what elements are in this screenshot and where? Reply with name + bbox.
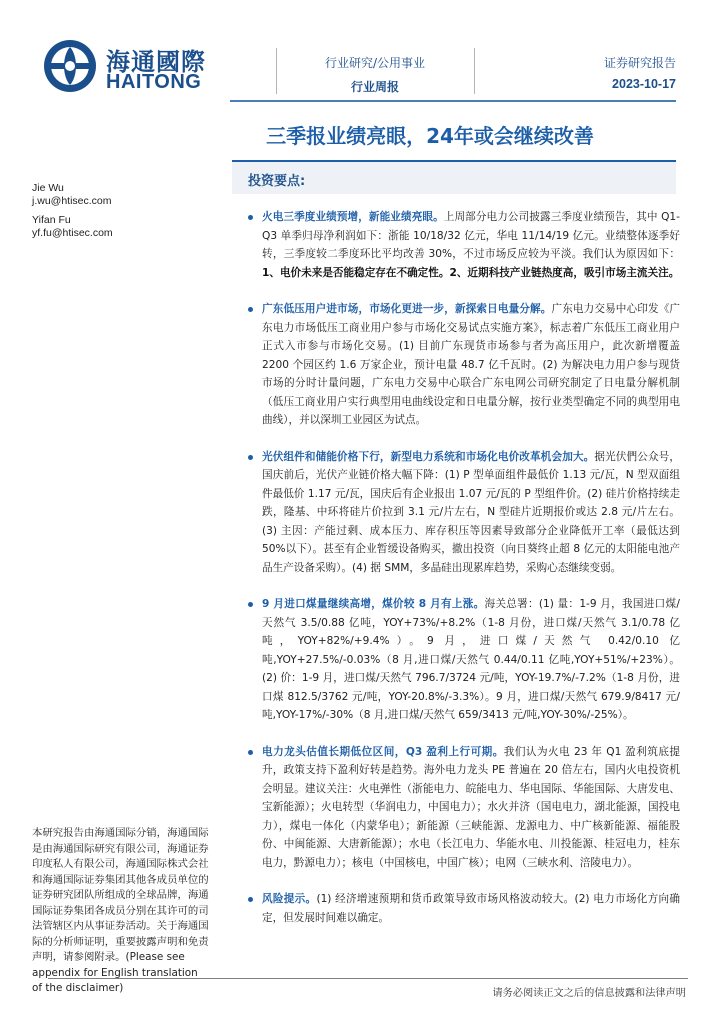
highlight-text: 我们认为火电 23 年 Q1 盈利筑底提升，政策支持下盈利好转是趋势。海外电力龙头 PE 普遍在 20 倍左右，国内火电投资机会明显。建议关注：火电弹性（浙能电力、皖能电力、华电国际、华能国际、大唐发电、宝新能源）；火电转型（华润电力，中国电力）；水火并济（国电电力，湖北能源，国投电力），煤电一体化（内蒙华电）；新能源（三峡能源、龙源电力、中广核新能源、福能股份、中闽能源、大唐新能源）；水电（长江电力、华能水电、川投能源、桂冠电力，桂东电力，黔源电力）；核电（中国核电，中国广核）；电网（三峡水利、涪陵电力）。 bbox=[262, 745, 680, 869]
author-email[interactable]: yf.fu@htisec.com bbox=[32, 227, 113, 239]
highlight-heading: 风险提示。 bbox=[262, 893, 317, 905]
highlight-heading: 电力龙头估值长期低位区间，Q3 盈利上行可期。 bbox=[262, 745, 504, 758]
highlight-text: 据光伏們公众号，国庆前后，光伏产业链价格大幅下降：(1) P 型单面组件最低价 1.13 元/瓦，N 型双面组件最低价 1.17 元/瓦，国庆后有企业报出 1.07 元/瓦的 P 型组件价。(2) 硅片价格持续走跌，隆基、中环将硅片价拉到 3.1 元/片左右，N 型硅片近期报价或达 2.8 元/片左右。(3) 主因：产能过剩、成本压力、库存积压等因素导致部分企业降低开工率（最低达到 50%以下）。甚至有企业暂缓设备购买，撤出投资（向日葵终止超 8 亿元的太阳能电池产品生产设备采购）。(4) 据 SMM，多晶硅出现累库趋势，采购心态继续变弱。 bbox=[262, 450, 681, 574]
highlight-item bbox=[248, 448, 680, 578]
highlight-heading: 火电三季度业绩预增，新能业绩亮眼。 bbox=[262, 211, 444, 223]
author-email[interactable]: j.wu@htisec.com bbox=[32, 195, 112, 207]
author-name: Yifan Fu bbox=[32, 214, 71, 226]
page-title: 三季报业绩亮眼，24年或会继续改善 bbox=[266, 124, 594, 148]
logo-text-cn: 海通國際 bbox=[106, 48, 206, 76]
highlight-heading: 广东低压用户进市场，市场化更进一步，新探索日电量分解。 bbox=[262, 303, 552, 315]
highlight-text: 上周部分电力公司披露三季度业绩预告，其中 Q1-Q3 单季归母净利润如下：浙能 10/18/32 亿元，华电 11/14/19 亿元。业绩整体逐季好转，三季度较二季度环比平均改善 30%，不过市场反应较为平淡。我们认为原因如下： bbox=[262, 211, 680, 260]
highlight-emphasis: 1、电价未来是否能稳定存在不确定性。2、近期科技产业链热度高，吸引市场主流关注。 bbox=[262, 266, 680, 279]
highlight-heading: 9 月进口煤量继续高增，煤价较 8 月有上涨。 bbox=[262, 598, 485, 610]
highlight-item bbox=[248, 300, 680, 430]
footer-notice: 请务必阅读正文之后的信息披露和法律声明 bbox=[492, 988, 686, 999]
author-name: Jie Wu bbox=[32, 182, 64, 194]
highlight-item bbox=[248, 890, 680, 927]
highlight-item bbox=[248, 743, 680, 873]
haitong-logo-icon bbox=[42, 38, 98, 94]
header-divider bbox=[276, 48, 277, 94]
section-header bbox=[232, 160, 676, 194]
header-rule bbox=[230, 100, 676, 102]
header-divider bbox=[474, 48, 475, 94]
report-date: 2023-10-17 bbox=[612, 77, 676, 91]
investment-highlights bbox=[248, 208, 680, 945]
section-title: 投资要点: bbox=[248, 174, 306, 189]
logo-text-en: HAITONG bbox=[106, 71, 202, 93]
highlight-heading: 光伏组件和储能价格下行，新型电力系统和市场化电价改革机会加大。 bbox=[262, 450, 595, 463]
highlight-text: 海关总署：(1) 量：1-9 月，我国进口煤/天然气 3.5/0.88 亿吨，YOY+73%/+8.2%（1-8 月份，进口煤/天然气 3.1/0.78 亿吨，YOY+82%/+9.4%）。9 月，进口煤/天然气 0.42/0.10 亿吨,YOY+27.5%/-0.03%（8 月,进口煤/天然气 0.44/0.11 亿吨,YOY+51%/+23%）。(2) 价：1-9 月，进口煤/天然气 796.7/3724 元/吨，YOY-19.7%/-7.2%（1-8 月份，进口煤 812.5/3762 元/吨，YOY-20.8%/-3.3%）。9 月，进口煤/天然气 679.9/8417 元/吨,YOY-17%/-30%（8 月,进口煤/天然气 659/3413 元/吨,YOY-30%/-25%）。 bbox=[262, 598, 680, 721]
footer-rule bbox=[48, 978, 688, 979]
report-category: 行业研究/公用事业 bbox=[324, 56, 426, 70]
haitong-logo bbox=[42, 38, 214, 94]
report-type: 证券研究报告 bbox=[603, 56, 676, 70]
highlight-item bbox=[248, 208, 680, 282]
highlight-text: (1) 经济增速预期和货币政策导致市场风格波动较大。(2) 电力市场化方向确定，但发展时间难以确定。 bbox=[262, 893, 681, 924]
disclaimer-text: 本研究报告由海通国际分销，海通国际是由海通国际研究有限公司，海通证券印度私人有限公司，海通国际株式会社和海通国际证券集团其他各成员单位的证券研究团队所组成的全球品牌，海通国际证券集团各成员分别在其许可的司法管辖区内从事证券活动。关于海通国际的分析师证明，重要披露声明和免责声明，请参阅附录。(Please see appendix for English translation of the disclaimer) bbox=[32, 827, 209, 994]
highlight-text: 广东电力交易中心印发《广东电力市场低压工商业用户参与市场化交易试点实施方案》，标志着广东低压工商业用户正式入市参与市场化交易。(1) 目前广东现货市场参与者为高压用户，此次新增覆盖 2200 个园区约 1.6 万家企业，预计电量 48.7 亿千瓦时。(2) 为解决电力用户参与现货市场的分时计量问题，广东电力交易中心联合广东电网公司研究制定了日电量分解机制（低压工商业用户实行典型用电曲线设定和日电量分解，按行业类型确定不同的典型用电曲线），并以深圳工业园区为试点。 bbox=[262, 303, 681, 426]
highlight-item bbox=[248, 595, 680, 725]
report-subcategory: 行业周报 bbox=[350, 80, 399, 94]
